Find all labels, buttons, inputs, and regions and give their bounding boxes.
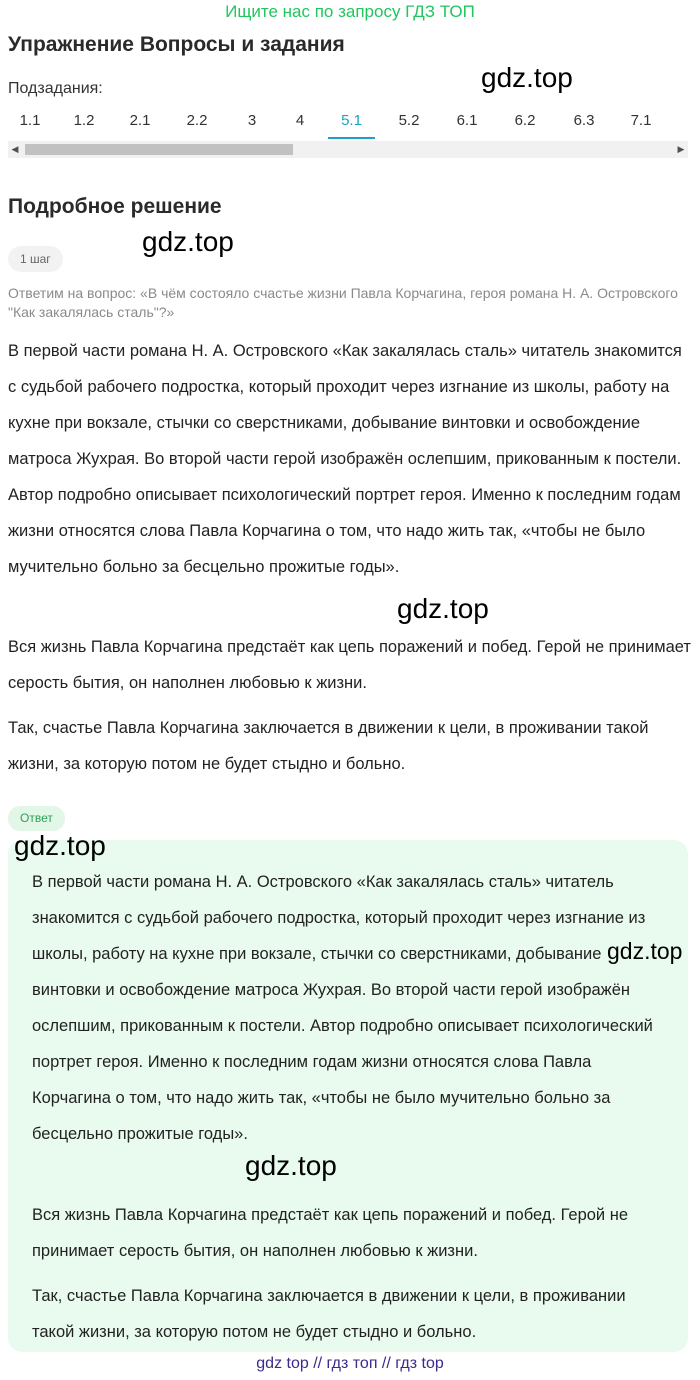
answer-paragraph: Вся жизнь Павла Корчагина предстаёт как цепь поражений и побед. Герой не принимает серость бытия, он наполнен любовью к жизни. [32,1206,629,1260]
search-banner: Ищите нас по запросу ГДЗ ТОП [225,2,475,21]
subtasks-label: Подзадания: [8,80,103,97]
tab-3[interactable]: 3 [247,112,257,129]
watermark: gdz.top [245,1150,337,1181]
tab-1-1[interactable]: 1.1 [19,112,41,129]
solution-paragraph: Так, счастье Павла Корчагина заключается в движении к цели, в проживании такой жизни, за которую потом не будет стыдно и больно. [8,719,649,773]
exercise-title: Упражнение Вопросы и задания [8,33,345,56]
scroll-right-arrow-icon[interactable]: ▶ [677,144,685,154]
tab-6-3[interactable]: 6.3 [573,112,595,129]
tab-5-1[interactable]: 5.1 [328,105,375,139]
answer-paragraph: В первой части романа Н. А. Островского «Как закалялась сталь» читатель знакомится с судьбой рабочего подростка, который проходит через изгнание из школы, работу на кухне при вокзале, стычки со сверстниками, добывание винтовки и освобождение матроса Жухрая. Во второй части герой изображён ослепшим, прикованным к постели. Автор подробно описывает психологический портрет героя. Именно к последним годам жизни относятся слова Павла Корчагина о том, что надо жить так, «чтобы не было мучительно больно за бесцельно прожитые годы». [32,873,653,1143]
tab-4[interactable]: 4 [295,112,305,129]
watermark: gdz.top [142,226,234,257]
answer-paragraph: Так, счастье Павла Корчагина заключается в движении к цели, в проживании такой жизни, за которую потом не будет стыдно и больно. [32,1287,626,1341]
tab-1-2[interactable]: 1.2 [73,112,95,129]
watermark: gdz.top [397,593,489,624]
tab-5-2[interactable]: 5.2 [398,112,420,129]
watermark: gdz.top [481,62,573,93]
tab-2-2[interactable]: 2.2 [186,112,208,129]
footer-links[interactable]: gdz top // гдз топ // гдз top [256,1355,444,1372]
question-text: Ответим на вопрос: «В чём состояло счастье жизни Павла Корчагина, героя романа Н. А. Островского "Как закалялась сталь"?» [8,285,678,320]
watermark: gdz.top [14,830,106,861]
tab-7-1[interactable]: 7.1 [630,112,652,129]
scroll-left-arrow-icon[interactable]: ◀ [11,144,19,154]
solution-paragraph: Вся жизнь Павла Корчагина предстаёт как цепь поражений и побед. Герой не принимает серость бытия, он наполнен любовью к жизни. [8,638,691,692]
step-badge: 1 шаг [8,246,63,272]
scroll-thumb[interactable] [25,144,293,155]
subtask-tabs [0,105,700,139]
tabs-scrollbar[interactable] [8,141,688,158]
solution-title: Подробное решение [8,195,222,218]
tab-6-2[interactable]: 6.2 [514,112,536,129]
watermark: gdz.top [607,938,683,964]
solution-paragraph: В первой части романа Н. А. Островского «Как закалялась сталь» читатель знакомится с судьбой рабочего подростка, который проходит через изгнание из школы, работу на кухне при вокзале, стычки со сверстниками, добывание винтовки и освобождение матроса Жухрая. Во второй части герой изображён ослепшим, прикованным к постели. Автор подробно описывает психологический портрет героя. Именно к последним годам жизни относятся слова Павла Корчагина о том, что надо жить так, «чтобы не было мучительно больно за бесцельно прожитые годы». [8,342,682,576]
answer-badge: Ответ [8,806,65,831]
tab-2-1[interactable]: 2.1 [129,112,151,129]
tab-6-1[interactable]: 6.1 [456,112,478,129]
